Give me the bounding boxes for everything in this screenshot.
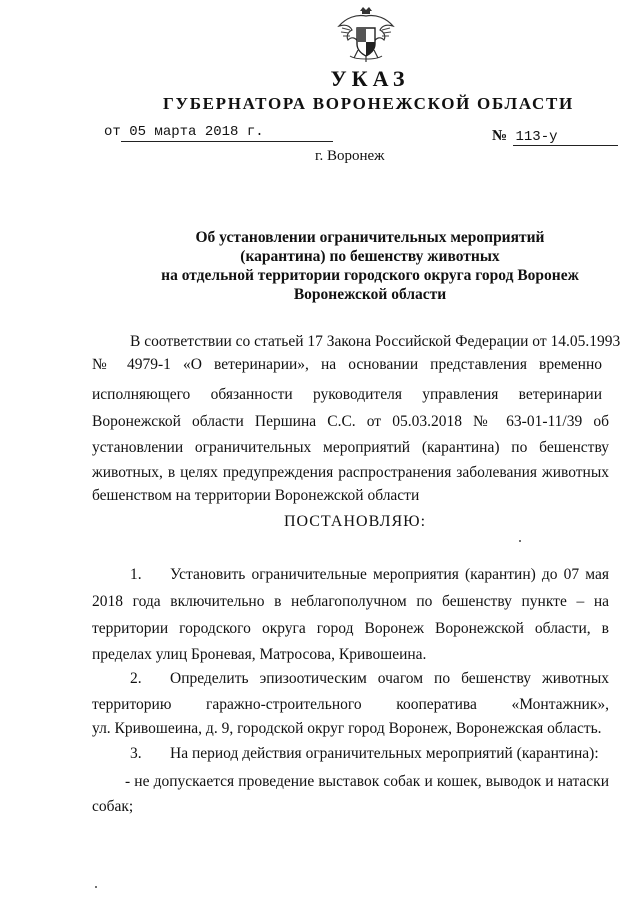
preamble-line: животных, в целях предупреждения распространения заболевания животных [92,464,609,481]
date-prefix: от [104,124,121,140]
item-line: собак; [92,798,134,815]
item-number: 3. [130,745,142,762]
decree-word: ПОСТАНОВЛЯЮ: [283,513,427,530]
subject-heading [140,228,600,304]
number-row [492,128,558,145]
scan-speck [519,540,521,542]
item-line: пределах улиц Броневая, Матросова, Кривошеина. [92,646,427,663]
date-underline [121,141,333,142]
preamble-line: установлении ограничительных мероприятий (карантина) по бешенству [92,439,609,456]
preamble-line: бешенством на территории Воронежской области [92,487,420,504]
item-number: 2. [130,670,142,687]
scan-speck [95,886,97,888]
subject-line: Воронежской области [293,286,447,303]
item-number: 1. [130,566,142,583]
item-line: Определить эпизоотическим очагом по бешенству животных [170,670,609,687]
item-line: Установить ограничительные мероприятия (карантин) до 07 мая [170,566,609,583]
item-line: На период действия ограничительных мероприятий (карантина): [170,745,599,762]
coat-of-arms-emblem [336,6,396,64]
item-line: территории городского округа город Воронеж Воронежской области, в [92,620,609,637]
item-line: - не допускается проведение выставок собак и кошек, выводок и натаски [125,773,609,790]
number-value: 113-у [515,129,558,145]
preamble-line: № 4979-1 «О ветеринарии», на основании представления временно [92,356,602,373]
number-label: № [492,128,508,144]
item-line: 2018 года включительно в неблагополучном по бешенству пункте – на [92,593,609,610]
item-line: территорию гаражно-строительного кооператива «Монтажник», [92,696,609,713]
preamble-line: Воронежской области Першина С.С. от 05.03.2018 № 63-01-11/39 об [92,413,609,430]
item-line: ул. Кривошеина, д. 9, городской округ город Воронеж, Воронежская область. [92,720,602,737]
decree-title: УКАЗ [330,66,410,91]
date-suffix: г. [246,124,264,140]
date-row [104,124,264,140]
number-underline [513,145,618,146]
subject-line: (карантина) по бешенству животных [240,248,500,265]
subject-line: Об установлении ограничительных мероприятий [195,229,545,246]
preamble-line: В соответствии со статьей 17 Закона Российской Федерации от 14.05.1993 [130,333,621,350]
date-value: 05 марта 2018 [129,124,239,140]
issuer-title: ГУБЕРНАТОРА ВОРОНЕЖСКОЙ ОБЛАСТИ [163,94,574,113]
preamble-line: исполняющего обязанности руководителя управления ветеринарии [92,386,602,403]
subject-line: на отдельной территории городского округа город Воронеж [161,267,579,284]
city-name: г. Воронеж [315,148,385,164]
